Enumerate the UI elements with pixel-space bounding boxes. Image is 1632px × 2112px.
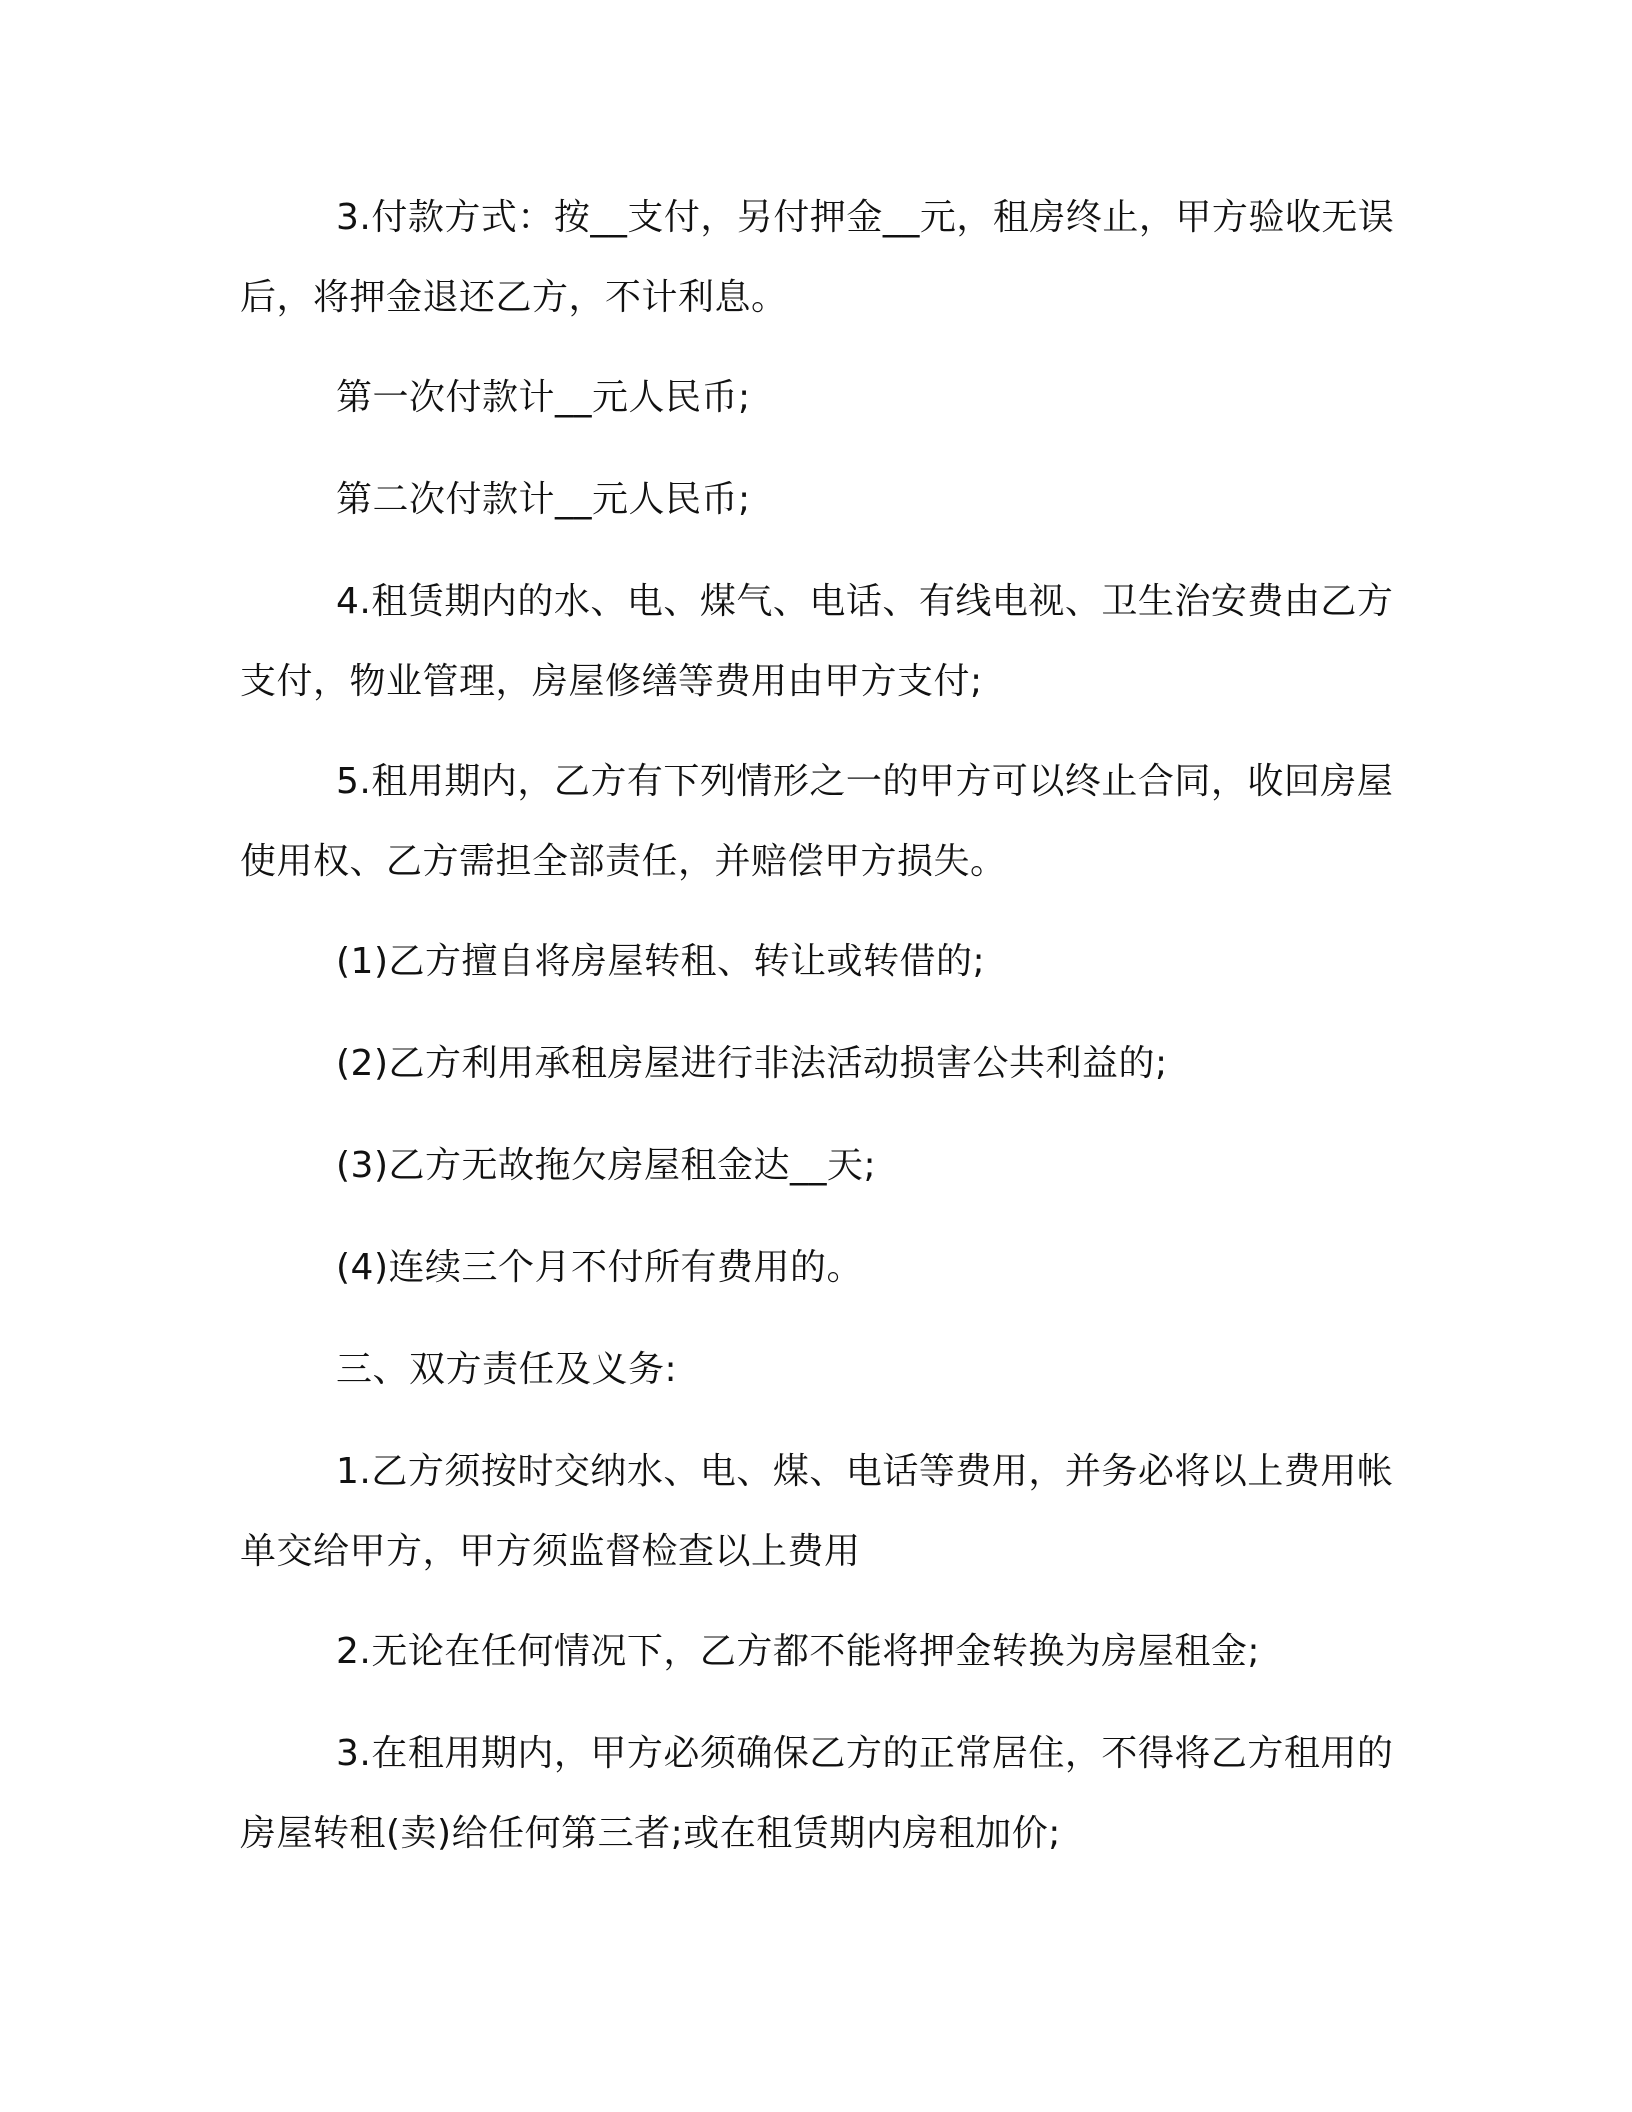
section-heading-responsibilities: 三、双方责任及义务: (336, 1349, 678, 1390)
paragraph-second-payment: 第二次付款计__元人民币; (336, 479, 751, 520)
paragraph-payment-method: 3.付款方式：按__支付，另付押金__元，租房终止，甲方验收无误后，将押金退还乙方，不计利息。 (240, 197, 1395, 318)
paragraph-utility-fees: 4.租赁期内的水、电、煤气、电话、有线电视、卫生治安费由乙方支付，物业管理，房屋修缮等费用由甲方支付; (240, 581, 1394, 702)
paragraph-condition-1: (1)乙方擅自将房屋转租、转让或转借的; (336, 941, 986, 982)
paragraph-responsibility-1: 1.乙方须按时交纳水、电、煤、电话等费用，并务必将以上费用帐单交给甲方，甲方须监督检查以上费用 (240, 1451, 1394, 1572)
paragraph-responsibility-3: 3.在租用期内，甲方必须确保乙方的正常居住，不得将乙方租用的房屋转租(卖)给任何第三者;或在租赁期内房租加价; (240, 1733, 1394, 1854)
paragraph-condition-3: (3)乙方无故拖欠房屋租金达__天; (336, 1145, 877, 1186)
paragraph-condition-2: (2)乙方利用承租房屋进行非法活动损害公共利益的; (336, 1043, 1168, 1084)
paragraph-responsibility-2: 2.无论在任何情况下，乙方都不能将押金转换为房屋租金; (336, 1631, 1260, 1672)
paragraph-termination-conditions: 5.租用期内，乙方有下列情形之一的甲方可以终止合同，收回房屋使用权、乙方需担全部责任，并赔偿甲方损失。 (240, 761, 1394, 882)
paragraph-first-payment: 第一次付款计__元人民币; (336, 377, 751, 418)
paragraph-condition-4: (4)连续三个月不付所有费用的。 (336, 1247, 863, 1288)
